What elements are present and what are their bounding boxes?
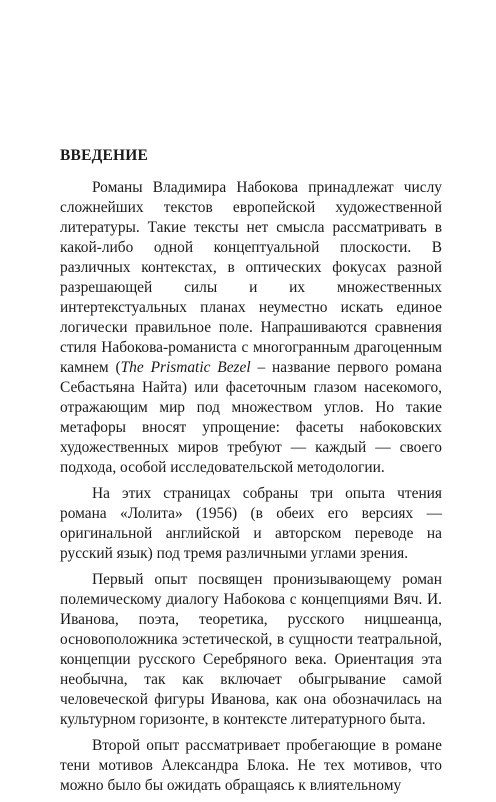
paragraph-1-italic-title: The Prismatic Bezel [120,359,251,376]
paragraph-1 [60,178,442,478]
paragraph-2: На этих страницах собраны три опыта чтения романа «Лолита» (1956) (в обеих его версиях — оригинальной английской и авторском переводе на русский язык) под тремя различными углами зрения. [60,485,442,562]
paragraph-3: Первый опыт посвящен пронизывающему роман полемическому диалогу Набокова с концепциями Вяч. И. Иванова, поэта, теоретика, русского ницшеанца, основоположника эстетической, в сущности театральной, концепции русского Серебряного века. Ориентация эта необычна, так как включает обыгрывание самой человеческой фигуры Иванова, как она обозначилась на культурном горизонте, в контексте литературного быта. [60,571,442,728]
document-page [60,146,442,802]
paragraph-1-text-after: – название первого романа Себастьяна Найта) или фасеточным глазом насекомого, отражающим мир под множеством углов. Но такие метафоры вносят упрощение: фасеты набоковских художественных миров требуют — каждый — своего подхода, особой исследовательской методологии. [60,359,442,476]
paragraph-1-text-before: Романы Владимира Набокова принадлежат числу сложнейших текстов европейской художественной литературы. Такие тексты нет смысла рассматривать в какой-либо одной концептуальной плоскости. В различных контекстах, в оптических фокусах разной разрешающей силы и их множественных интертекстуальных планах неуместно искать единое логически правильное поле. Напрашиваются сравнения стиля Набокова-романиста с многогранным драгоценным камнем ( [60,179,442,376]
section-heading: ВВЕДЕНИЕ [60,147,149,164]
paragraph-4: Второй опыт рассматривает пробегающие в романе тени мотивов Александра Блока. Не тех мотивов, что можно было бы ожидать обращаясь к влиятельному [60,737,442,794]
